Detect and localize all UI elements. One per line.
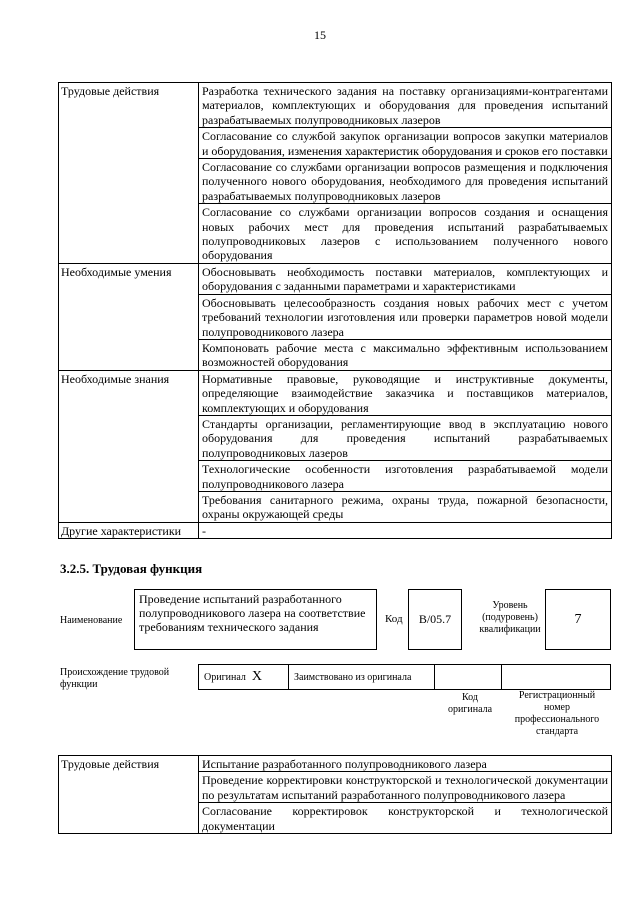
row-item: Технологические особенности изготовления разрабатываемой модели полупроводникового лазера: [199, 461, 612, 492]
origin-original-cell: [199, 665, 289, 689]
qualification-level-value: 7: [545, 589, 611, 650]
row-label: Другие характеристики: [59, 522, 199, 538]
origin-borrowed-cell: Заимствовано из оригинала: [289, 665, 435, 689]
function-code-value: B/05.7: [408, 589, 462, 650]
row-item: Стандарты организации, регламентирующие ввод в эксплуатацию нового оборудования для проведения испытаний разрабатываемых полупроводниковых лазеров: [199, 415, 612, 460]
row-item: Проведение корректировки конструкторской и технологической документации по результатам испытаний разработанного полупроводникового лазера: [199, 772, 612, 803]
row-item: Разработка технического задания на поставку организациями-контрагентами материалов, комплектующих и оборудования для проведения испытаний разрабатываемых полупроводниковых лазеров: [199, 83, 612, 128]
code-label: Код: [385, 613, 403, 625]
row-item: Согласование корректировок конструкторской и технологической документации: [199, 803, 612, 834]
row-item: Обосновывать целесообразность создания новых рабочих мест с учетом требований технологии изготовления или проверки параметров новой модели полупроводникового лазера: [199, 294, 612, 339]
function-name-value: Проведение испытаний разработанного полупроводникового лазера на соответствие требованиям технического задания: [134, 589, 377, 650]
table-row: [59, 370, 612, 415]
table-row: [59, 263, 612, 294]
origin-reg-label: Регистрационный номер профессионального стандарта: [514, 690, 600, 737]
row-label: Трудовые действия: [59, 83, 199, 264]
row-item: Нормативные правовые, руководящие и инструктивные документы, определяющие взаимодействие заказчика и поставщиков материалов, комплектующих и оборудования: [199, 370, 612, 415]
origin-label: Происхождение трудовой функции: [60, 667, 170, 690]
row-item: Согласование со службами организации вопросов размещения и подключения полученного нового оборудования, необходимого для проведения испытаний разрабатываемых полупроводниковых лазеров: [199, 159, 612, 204]
table-row: [59, 83, 612, 128]
requirements-table-2: [58, 755, 612, 834]
row-item: Обосновывать необходимость поставки материалов, комплектующих и оборудования с заданными параметрами и характеристиками: [199, 263, 612, 294]
row-label: Трудовые действия: [59, 756, 199, 834]
row-item: Требования санитарного режима, охраны труда, пожарной безопасности, охраны окружающей среды: [199, 491, 612, 522]
section-title: 3.2.5. Трудовая функция: [60, 561, 203, 576]
table-row: [59, 522, 612, 538]
row-item: Компоновать рабочие места с максимально эффективным использованием возможностей оборудования: [199, 339, 612, 370]
table-row: [59, 756, 612, 772]
row-label: Необходимые знания: [59, 370, 199, 522]
origin-code-cell: [435, 665, 502, 689]
origin-mark: X: [251, 669, 263, 684]
origin-code-label: Код оригинала: [447, 692, 493, 715]
origin-original-text: Оригинал: [204, 671, 246, 683]
row-item: -: [199, 522, 612, 538]
origin-reg-cell: [502, 665, 610, 689]
requirements-table-1: [58, 82, 612, 539]
row-item: Согласование со службой закупок организации вопросов закупки материалов и оборудования, изменения характеристик оборудования и сроков его поставки: [199, 128, 612, 159]
origin-row: [198, 664, 611, 690]
qualification-level-label: Уровень (подуровень) квалификации: [479, 600, 541, 635]
name-label: Наименование: [60, 615, 123, 626]
row-label: Необходимые умения: [59, 263, 199, 370]
row-item: Испытание разработанного полупроводникового лазера: [199, 756, 612, 772]
row-item: Согласование со службами организации вопросов создания и оснащения новых рабочих мест для проведения испытаний разрабатываемых полупроводниковых лазеров с использованием полученного нового оборудования: [199, 204, 612, 264]
page-number: 15: [314, 28, 326, 42]
